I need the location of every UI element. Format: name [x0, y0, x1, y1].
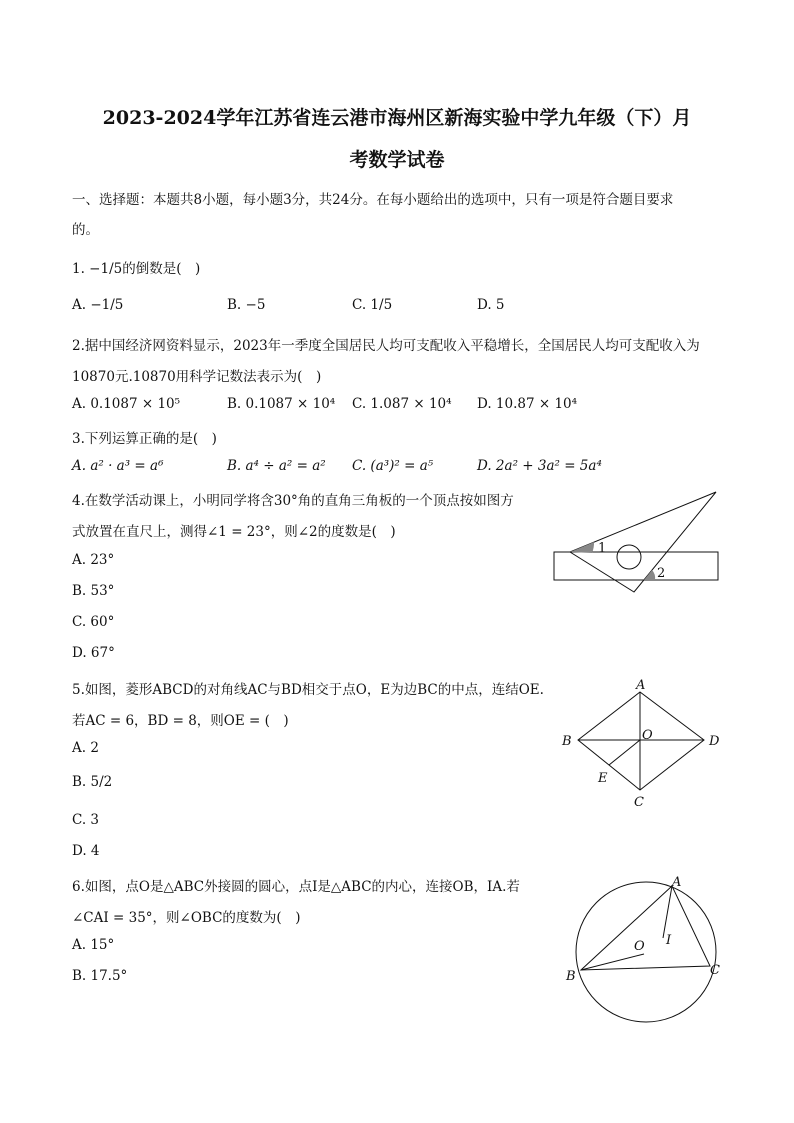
q4-stem-line1: 4.在数学活动课上，小明同学将含30°角的直角三角板的一个顶点按如图方: [72, 493, 514, 509]
q3-stem: 3.下列运算正确的是( ): [72, 431, 217, 447]
point-c-label: C: [634, 795, 644, 810]
q1-option-d: D. 5: [477, 297, 505, 313]
q6-circumcircle-figure: [560, 870, 730, 1030]
segment-ia: [663, 886, 672, 938]
q6-stem-line1: 6.如图，点O是△ABC外接圆的圆心，点I是△ABC的内心，连接OB，IA.若: [72, 879, 520, 895]
q5-option-d: D. 4: [72, 843, 100, 859]
q4-ruler-triangle-figure: [548, 486, 724, 596]
point-b-label: B: [562, 734, 572, 749]
q4-option-b: B. 53°: [72, 583, 115, 599]
circumcircle: [576, 882, 716, 1022]
q3-option-d: D. 2a² + 3a² = 5a⁴: [477, 458, 602, 474]
q5-stem-line2: 若AC = 6，BD = 8，则OE = ( ): [72, 713, 289, 729]
point-a-label: A: [672, 875, 682, 890]
angle-1-label: 1: [598, 541, 607, 556]
point-c-label: C: [710, 963, 720, 978]
q1-stem: 1. −1/5的倒数是( ): [72, 261, 201, 277]
q5-rhombus-figure: [556, 676, 728, 810]
q4-option-a: A. 23°: [72, 552, 115, 568]
q3-option-a: A. a² · a³ = a⁶: [72, 458, 164, 474]
q2-option-a: A. 0.1087 × 10⁵: [72, 396, 181, 412]
point-o-label: O: [642, 728, 653, 743]
rhombus-abcd: [578, 692, 704, 790]
q5-stem-line1: 5.如图，菱形ABCD的对角线AC与BD相交于点O，E为边BC的中点，连结OE.: [72, 682, 544, 698]
q5-option-b: B. 5/2: [72, 774, 113, 790]
segment-oe: [609, 740, 640, 765]
q3-option-b: B. a⁴ ÷ a² = a²: [227, 458, 326, 474]
q4-option-d: D. 67°: [72, 645, 115, 661]
q1-option-c: C. 1/5: [352, 297, 393, 313]
ruler: [554, 552, 718, 580]
exam-title-line2: 考数学试卷: [349, 149, 445, 171]
section-instruction-line1: 一、选择题：本题共8小题，每小题3分，共24分。在每小题给出的选项中，只有一项是符合题目要求: [72, 192, 674, 208]
angle-2-label: 2: [657, 566, 666, 581]
q2-option-c: C. 1.087 × 10⁴: [352, 396, 452, 412]
point-o-label: O: [634, 939, 645, 954]
q2-option-d: D. 10.87 × 10⁴: [477, 396, 578, 412]
q2-stem-line1: 2.据中国经济网资料显示，2023年一季度全国居民人均可支配收入平稳增长，全国居民人均可支配收入为: [72, 338, 700, 354]
q6-stem-line2: ∠CAI = 35°，则∠OBC的度数为( ): [72, 910, 301, 926]
segment-ob: [581, 954, 644, 970]
q4-stem-line2: 式放置在直尺上，测得∠1 = 23°，则∠2的度数是( ): [72, 524, 396, 540]
q5-option-a: A. 2: [72, 740, 99, 756]
point-e-label: E: [598, 771, 608, 786]
q2-stem-line2: 10870元.10870用科学记数法表示为( ): [72, 369, 322, 385]
point-d-label: D: [709, 734, 720, 749]
q1-option-a: A. −1/5: [72, 297, 124, 313]
section-instruction-line2: 的。: [72, 222, 99, 238]
q6-option-a: A. 15°: [72, 937, 115, 953]
point-a-label: A: [636, 678, 646, 693]
angle-1-mark: [570, 542, 594, 553]
q4-option-c: C. 60°: [72, 614, 115, 630]
q6-option-b: B. 17.5°: [72, 968, 128, 984]
q5-option-c: C. 3: [72, 812, 100, 828]
angle-2-mark: [644, 570, 655, 580]
set-square: [570, 492, 716, 592]
exam-title-line1: 2023-2024学年江苏省连云港市海州区新海实验中学九年级（下）月: [102, 107, 692, 129]
point-i-label: I: [666, 933, 672, 948]
ruler-hole: [617, 545, 641, 569]
point-b-label: B: [566, 969, 576, 984]
q1-option-b: B. −5: [227, 297, 266, 313]
q2-option-b: B. 0.1087 × 10⁴: [227, 396, 336, 412]
q3-option-c: C. (a³)² = a⁵: [352, 458, 434, 474]
